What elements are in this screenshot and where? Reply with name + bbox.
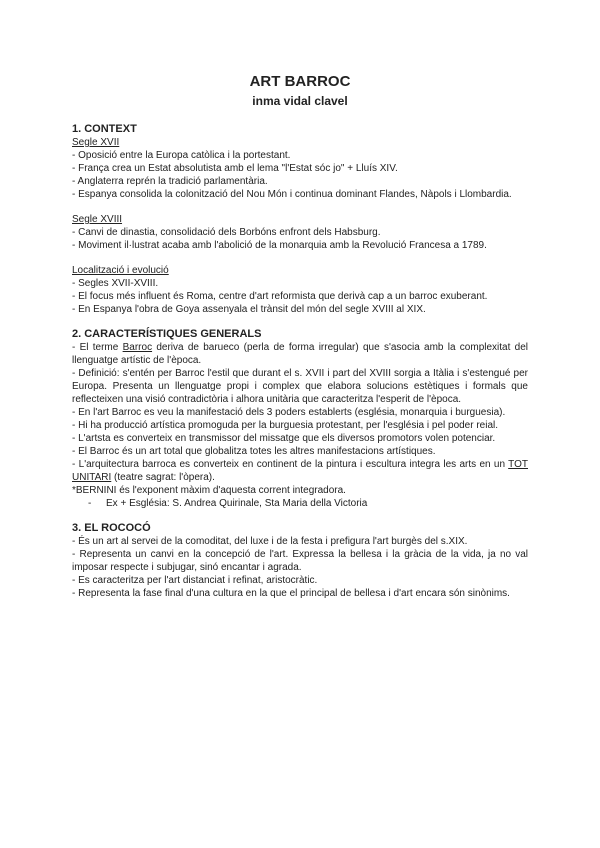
text-run: - L'arquitectura barroca es converteix en continent de la pintura i escultura integra les arts en un [72,459,509,470]
term-barroc: Barroc [122,342,153,353]
paragraph-line: - En Espanya l'obra de Goya assenyala el trànsit del món del segle XVIII al XIX. [72,304,426,315]
paragraph-line: - Segles XVII-XVIII. [72,278,159,289]
paragraph-line: - És un art al servei de la comoditat, del luxe i de la festa i prefigura l'art burgès del s.XIX. [72,536,468,547]
paragraph-line: - Representa la fase final d'una cultura en la que el principal de bellesa i d'art encara són sinònims. [72,588,510,599]
document-title: ART BARROC [249,73,351,90]
paragraph-line: - El Barroc és un art total que globalitza totes les altres manifestacions artístiques. [72,446,436,457]
term-tot-unitari: TOT UNITARI [72,459,528,483]
text-run: (teatre sagrat: l'òpera). [111,472,215,483]
paragraph-line: - Espanya consolida la colonització del Nou Món i continua dominant Flandes, Nàpols i Llombardia. [72,189,512,200]
paragraph-line: - El focus més influent és Roma, centre d'art reformista que derivà cap a un barroc exuberant. [72,291,488,302]
section-heading-caracteristiques: 2. CARACTERÍSTIQUES GENERALS [72,328,262,340]
paragraph-line: - Representa un canvi en la concepció de l'art. Expressa la bellesa i la gràcia de la vida, ja no val imposar respecte i subjugar, sinó encantar i agrada. [72,549,528,573]
text-run: - El terme [72,342,123,353]
list-item [88,497,528,510]
paragraph-line: - Oposició entre la Europa catòlica i la portestant. [72,150,291,161]
paragraph-line: - Anglaterra reprén la tradició parlamentària. [72,176,268,187]
document-body [72,72,528,600]
subheading-segle-xvii: Segle XVII [72,137,120,148]
document-author: inma vidal clavel [252,94,348,108]
paragraph-line: - Hi ha producció artística promoguda per la burguesia protestant, per l'església i pel poder reial. [72,420,499,431]
bullet-dash: - [88,498,92,509]
paragraph-line: - França crea un Estat absolutista amb el lema "l'Estat sóc jo" + Lluís XIV. [72,163,398,174]
paragraph-line: - Canvi de dinastia, consolidació dels Borbóns enfront dels Habsburg. [72,227,381,238]
note-line: *BERNINI és l'exponent màxim d'aquesta corrent integradora. [72,485,346,496]
section-heading-context: 1. CONTEXT [72,123,137,135]
text-run: deriva de barueco (perla de forma irregular) que s'asocia amb la complexitat del llenguatge artístic de l'època. [72,342,528,366]
section-heading-rococo: 3. EL ROCOCÓ [72,522,151,534]
paragraph-line: - Definició: s'entén per Barroc l'estil que durant el s. XVII i part del XVIII sorgia a Itàlia i s'estengué per Europa. Presenta un llenguatge propi i complex que elabora solucions estètiques i formals que reflecteixen una visió contradictòria i alhora unitària que caracteritza l'esperit de l'època. [72,368,528,405]
paragraph-line [72,458,528,484]
paragraph-line: - Moviment il·lustrat acaba amb l'abolició de la monarquia amb la Revolució Francesa a 1789. [72,240,487,251]
list-item-text: Ex + Església: S. Andrea Quirinale, Sta Maria della Victoria [106,498,368,509]
paragraph-line: - Es caracteritza per l'art distanciat i refinat, aristocràtic. [72,575,318,586]
subheading-localitzacio: Localització i evolució [72,265,169,276]
paragraph-line: - L'artsta es converteix en transmissor del missatge que els diversos promotors volen potenciar. [72,433,496,444]
paragraph-line [72,341,528,367]
subheading-segle-xviii: Segle XVIII [72,214,123,225]
paragraph-line: - En l'art Barroc es veu la manifestació dels 3 poders establerts (església, monarquia i burguesia). [72,407,506,418]
